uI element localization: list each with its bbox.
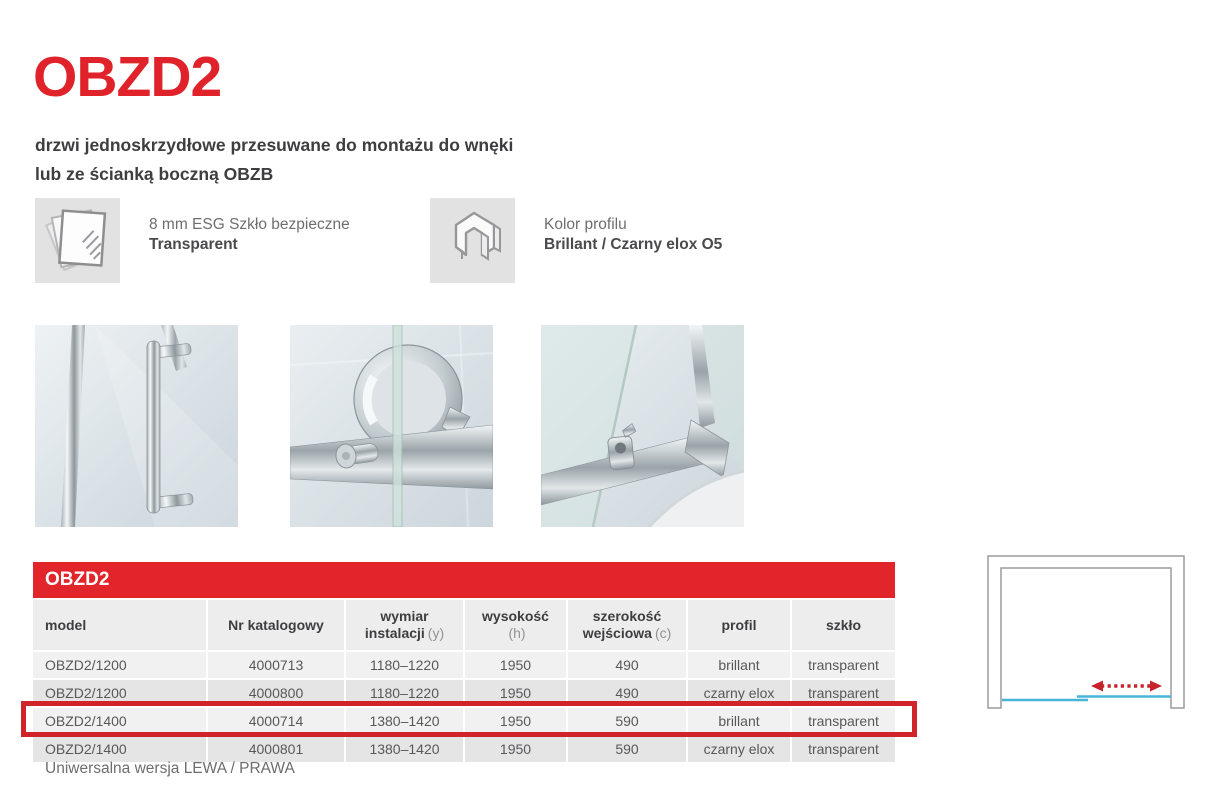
col-header-height: wysokość (h) bbox=[465, 600, 568, 650]
glass-type-value: Transparent bbox=[149, 236, 238, 253]
cell-height: 1950 bbox=[465, 708, 568, 734]
cell-glass: transparent bbox=[808, 741, 879, 757]
profile-color-value: Brillant / Czarny elox O5 bbox=[544, 236, 723, 253]
cell-glass: transparent bbox=[808, 657, 879, 673]
cell-height: 1950 bbox=[465, 736, 568, 762]
col-header-installation-dimension: wymiar instalacji (y) bbox=[346, 600, 465, 650]
cell-catalog-number: 4000714 bbox=[208, 708, 346, 734]
cell-catalog-number: 4000713 bbox=[208, 652, 346, 678]
cell-installation-dimension: 1380–1420 bbox=[346, 708, 465, 734]
cell-entry-width: 490 bbox=[568, 680, 688, 706]
col-header-catalog-number: Nr katalogowy bbox=[208, 600, 346, 650]
cell-installation-dimension: 1180–1220 bbox=[346, 652, 465, 678]
subtitle-line-2: lub ze ścianką boczną OBZB bbox=[35, 164, 274, 184]
cell-glass: transparent bbox=[808, 713, 879, 729]
cell-height: 1950 bbox=[465, 680, 568, 706]
profile-icon bbox=[430, 198, 515, 283]
cell-entry-width: 490 bbox=[568, 652, 688, 678]
glass-panes-icon bbox=[35, 198, 120, 283]
feature-glass-text bbox=[149, 198, 350, 283]
cell-catalog-number: 4000800 bbox=[208, 680, 346, 706]
col-header-model: model bbox=[33, 600, 208, 650]
cell-profile: brillant bbox=[688, 708, 792, 734]
feature-profile-text bbox=[544, 198, 722, 283]
installation-diagram bbox=[987, 555, 1185, 714]
cell-entry-width: 590 bbox=[568, 708, 688, 734]
feature-profile-color bbox=[430, 198, 722, 283]
table-row bbox=[33, 736, 895, 762]
cell-profile: czarny elox bbox=[688, 680, 792, 706]
cell-profile: czarny elox bbox=[688, 736, 792, 762]
profile-color-label: Kolor profilu bbox=[544, 216, 627, 233]
cell-installation-dimension: 1180–1220 bbox=[346, 680, 465, 706]
cell-model: OBZD2/1200 bbox=[33, 652, 208, 678]
cell-model: OBZD2/1400 bbox=[33, 708, 208, 734]
glass-spec-label: 8 mm ESG Szkło bezpieczne bbox=[149, 216, 350, 233]
page-title: OBZD2 bbox=[33, 45, 222, 109]
table-title-band bbox=[33, 562, 895, 598]
col-header-profile: profil bbox=[688, 600, 792, 650]
cell-model: OBZD2/1400 bbox=[33, 736, 208, 762]
cell-height: 1950 bbox=[465, 652, 568, 678]
product-table bbox=[33, 562, 895, 762]
table-row bbox=[33, 652, 895, 678]
page-subtitle bbox=[35, 131, 513, 189]
cell-catalog-number: 4000801 bbox=[208, 736, 346, 762]
subtitle-line-1: drzwi jednoskrzydłowe przesuwane do montażu do wnęki bbox=[35, 135, 514, 155]
col-header-glass: szkło bbox=[825, 616, 861, 633]
cell-entry-width: 590 bbox=[568, 736, 688, 762]
slide-direction-arrow bbox=[1091, 681, 1162, 692]
cell-profile: brillant bbox=[688, 652, 792, 678]
door-handle-photo bbox=[35, 325, 238, 527]
table-header-row bbox=[33, 600, 895, 650]
table-row bbox=[33, 680, 895, 706]
col-header-entry-width: szerokość wejściowa (c) bbox=[568, 600, 688, 650]
universal-version-note: Uniwersalna wersja LEWA / PRAWA bbox=[45, 760, 295, 777]
cell-installation-dimension: 1380–1420 bbox=[346, 736, 465, 762]
feature-glass bbox=[35, 198, 350, 283]
table-title: OBZD2 bbox=[45, 569, 110, 590]
cell-model: OBZD2/1200 bbox=[33, 680, 208, 706]
roller-mechanism-photo bbox=[290, 325, 493, 527]
table-row-highlighted bbox=[33, 708, 895, 734]
bottom-guide-photo bbox=[541, 325, 744, 527]
cell-glass: transparent bbox=[808, 685, 879, 701]
